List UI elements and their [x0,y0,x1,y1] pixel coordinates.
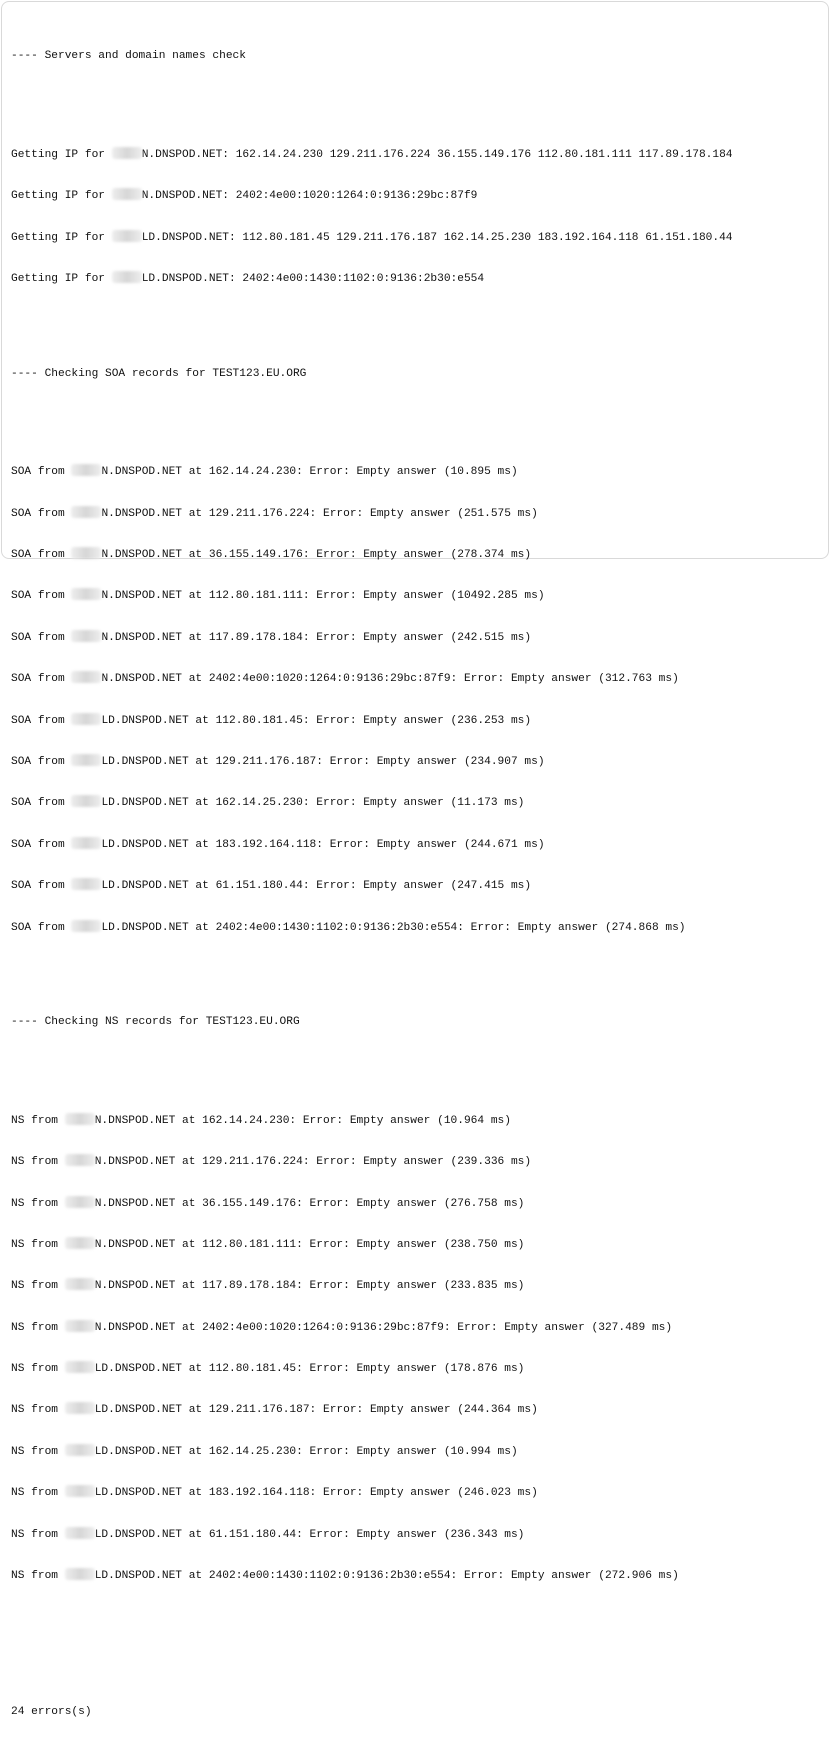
log-line-prefix: SOA from [11,466,72,479]
log-line [11,837,733,851]
log-line-text: LD.DNSPOD.NET at 2402:4e00:1430:1102:0:9136:2b30:e554: Error: Empty answer (274.868 ms) [101,921,686,934]
log-line-text: LD.DNSPOD.NET at 112.80.181.45: Error: Empty answer (178.876 ms) [94,1363,525,1376]
log-line [11,1278,733,1292]
log-line [11,547,733,561]
log-line [11,588,733,602]
log-line-text: N.DNSPOD.NET at 2402:4e00:1020:1264:0:9136:29bc:87f9: Error: Empty answer (312.763 ms) [101,673,679,686]
log-line-prefix: SOA from [11,756,72,769]
log-line-prefix: NS from [11,1280,65,1293]
redacted-hostname [71,795,101,807]
redacted-hostname [71,630,101,642]
redacted-hostname [71,588,101,600]
redacted-hostname [65,1113,95,1125]
log-line-prefix: SOA from [11,880,72,893]
log-line-prefix: NS from [11,1156,65,1169]
log-line [11,754,733,768]
log-line-prefix: NS from [11,1197,65,1210]
log-line-prefix: NS from [11,1114,65,1127]
ns-heading: ---- Checking NS records for TEST123.EU.ORG [11,1016,300,1029]
redacted-hostname [65,1320,95,1332]
log-line-text: N.DNSPOD.NET at 36.155.149.176: Error: Empty answer (278.374 ms) [101,549,532,562]
log-line-text: LD.DNSPOD.NET at 162.14.25.230: Error: Empty answer (10.994 ms) [94,1445,518,1458]
log-line-prefix: SOA from [11,549,72,562]
log-line-prefix: NS from [11,1238,65,1251]
log-line [11,1113,733,1127]
log-line-prefix: SOA from [11,838,72,851]
log-line [11,188,733,202]
log-line-text: N.DNSPOD.NET: 162.14.24.230 129.211.176.224 36.155.149.176 112.80.181.111 117.89.178.184 [141,148,733,161]
log-line-prefix: SOA from [11,507,72,520]
log-line [11,630,733,644]
servers-heading: ---- Servers and domain names check [11,50,246,63]
log-line [11,1361,733,1375]
log-line [11,464,733,478]
log-line [11,1444,733,1458]
redacted-hostname [65,1402,95,1414]
log-line [11,1154,733,1168]
log-line-text: LD.DNSPOD.NET at 183.192.164.118: Error: Empty answer (246.023 ms) [94,1487,538,1500]
log-line-prefix: Getting IP for [11,148,112,161]
log-line-prefix: Getting IP for [11,231,112,244]
redacted-hostname [65,1278,95,1290]
redacted-hostname [71,754,101,766]
log-line-prefix: NS from [11,1404,65,1417]
log-line-text: N.DNSPOD.NET at 162.14.24.230: Error: Empty answer (10.895 ms) [101,466,518,479]
redacted-hostname [71,920,101,932]
log-line-prefix: NS from [11,1363,65,1376]
log-line [11,271,733,285]
error-summary: 24 errors(s) [11,1706,92,1719]
redacted-hostname [65,1527,95,1539]
log-line-prefix: NS from [11,1570,65,1583]
redacted-hostname [112,147,142,159]
log-line-text: LD.DNSPOD.NET at 61.151.180.44: Error: Empty answer (247.415 ms) [101,880,532,893]
log-line-prefix: NS from [11,1321,65,1334]
redacted-hostname [71,547,101,559]
log-line-text: N.DNSPOD.NET at 117.89.178.184: Error: Empty answer (233.835 ms) [94,1280,525,1293]
redacted-hostname [71,464,101,476]
log-line-prefix: SOA from [11,921,72,934]
log-line-text: LD.DNSPOD.NET: 2402:4e00:1430:1102:0:9136:2b30:e554 [141,273,485,286]
log-line-text: N.DNSPOD.NET at 112.80.181.111: Error: Empty answer (238.750 ms) [94,1238,525,1251]
log-line [11,1196,733,1210]
redacted-hostname [112,230,142,242]
log-line-prefix: SOA from [11,590,72,603]
log-line [11,1237,733,1251]
log-line-text: N.DNSPOD.NET at 117.89.178.184: Error: Empty answer (242.515 ms) [101,631,532,644]
blank-line [11,1623,733,1637]
log-line-text: LD.DNSPOD.NET at 162.14.25.230: Error: Empty answer (11.173 ms) [101,797,525,810]
log-line-prefix: SOA from [11,673,72,686]
log-line [11,506,733,520]
redacted-hostname [71,671,101,683]
log-line-text: LD.DNSPOD.NET at 183.192.164.118: Error: Empty answer (244.671 ms) [101,838,545,851]
log-line-prefix: NS from [11,1528,65,1541]
blank-line [11,326,733,340]
redacted-hostname [65,1196,95,1208]
log-line-prefix: SOA from [11,631,72,644]
log-line-prefix: SOA from [11,797,72,810]
soa-heading: ---- Checking SOA records for TEST123.EU.ORG [11,367,307,380]
log-line [11,671,733,685]
log-line-text: N.DNSPOD.NET at 129.211.176.224: Error: Empty answer (239.336 ms) [94,1156,532,1169]
blank-line [11,1665,733,1679]
log-line-text: LD.DNSPOD.NET at 61.151.180.44: Error: Empty answer (236.343 ms) [94,1528,525,1541]
log-line-text: N.DNSPOD.NET at 112.80.181.111: Error: Empty answer (10492.285 ms) [101,590,545,603]
redacted-hostname [65,1361,95,1373]
blank-line [11,409,733,423]
blank-line [11,975,733,989]
log-line [11,1402,733,1416]
blank-line [11,1058,733,1072]
check-log [11,9,733,1747]
log-line [11,920,733,934]
log-line-text: LD.DNSPOD.NET at 129.211.176.187: Error: Empty answer (234.907 ms) [101,756,545,769]
log-line [11,1485,733,1499]
log-line-prefix: SOA from [11,714,72,727]
log-line-text: LD.DNSPOD.NET at 112.80.181.45: Error: Empty answer (236.253 ms) [101,714,532,727]
log-line-text: LD.DNSPOD.NET: 112.80.181.45 129.211.176.187 162.14.25.230 183.192.164.118 61.151.180.44 [141,231,733,244]
log-line-prefix: NS from [11,1487,65,1500]
log-line-text: N.DNSPOD.NET at 2402:4e00:1020:1264:0:9136:29bc:87f9: Error: Empty answer (327.489 ms) [94,1321,673,1334]
redacted-hostname [65,1154,95,1166]
redacted-hostname [65,1568,95,1580]
log-line [11,1320,733,1334]
log-line [11,795,733,809]
log-line [11,1527,733,1541]
redacted-hostname [71,713,101,725]
log-line-text: LD.DNSPOD.NET at 2402:4e00:1430:1102:0:9136:2b30:e554: Error: Empty answer (272.906 ms) [94,1570,679,1583]
redacted-hostname [65,1485,95,1497]
log-line-prefix: Getting IP for [11,273,112,286]
log-line [11,1568,733,1582]
log-line [11,147,733,161]
log-line-prefix: NS from [11,1445,65,1458]
redacted-hostname [112,271,142,283]
redacted-hostname [71,878,101,890]
log-line-text: N.DNSPOD.NET at 162.14.24.230: Error: Empty answer (10.964 ms) [94,1114,511,1127]
log-line-text: N.DNSPOD.NET: 2402:4e00:1020:1264:0:9136:29bc:87f9 [141,190,478,203]
log-line-text: LD.DNSPOD.NET at 129.211.176.187: Error: Empty answer (244.364 ms) [94,1404,538,1417]
blank-line [11,92,733,106]
redacted-hostname [71,506,101,518]
redacted-hostname [65,1444,95,1456]
output-panel [1,1,829,1719]
log-line-text: N.DNSPOD.NET at 36.155.149.176: Error: Empty answer (276.758 ms) [94,1197,525,1210]
redacted-hostname [65,1237,95,1249]
log-line [11,878,733,892]
redacted-hostname [71,837,101,849]
log-line [11,230,733,244]
log-line [11,713,733,727]
redacted-hostname [112,188,142,200]
log-line-text: N.DNSPOD.NET at 129.211.176.224: Error: Empty answer (251.575 ms) [101,507,538,520]
log-line-prefix: Getting IP for [11,190,112,203]
